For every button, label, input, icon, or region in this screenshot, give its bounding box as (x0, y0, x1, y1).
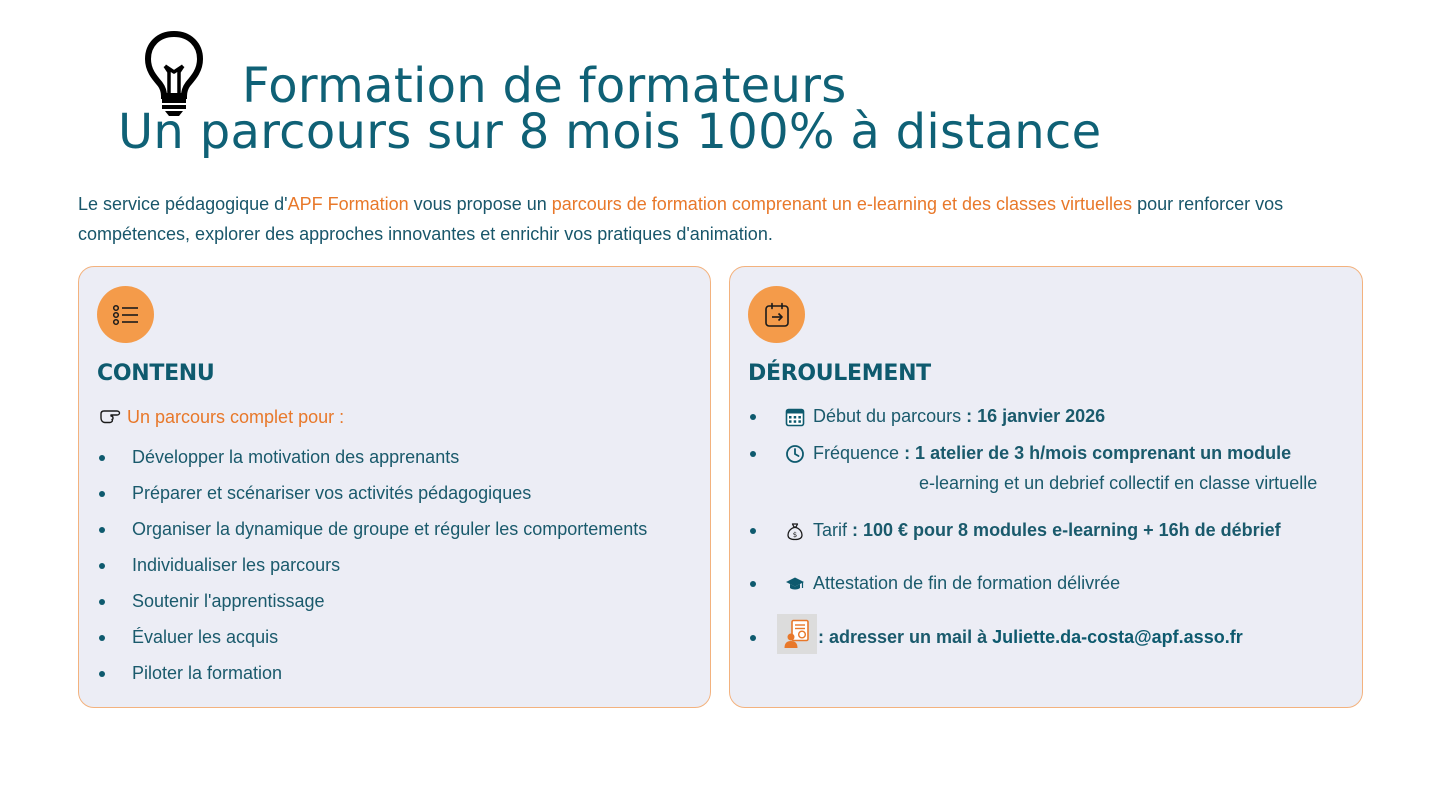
contenu-card: CONTENU Un parcours complet pour : Développer la motivation des apprenants Préparer et scénariser vos activités pédagogiques Organiser la dynamique de groupe et réguler les comportements Individualiser les parcours Soutenir l'apprentissage Évaluer les acquis Piloter la formation (78, 266, 711, 708)
frequence-value: : 1 atelier de 3 h/mois comprenant un module (899, 443, 1292, 463)
intro-text-3: pour renforcer vos compétences, explorer des approches innovantes et enrichir vos pratiques d'animation. (78, 194, 1284, 244)
list-icon (97, 286, 154, 343)
svg-text:$: $ (792, 531, 798, 539)
brand-name: APF Formation (287, 194, 409, 214)
page-subtitle: Un parcours sur 8 mois 100% à distance (118, 104, 1102, 160)
intro-text-1: Le service pédagogique d' (78, 194, 288, 214)
pointing-hand-icon (99, 405, 121, 430)
tarif-label: Tarif (813, 520, 848, 540)
attestation-text: Attestation de fin de formation délivrée (813, 573, 1121, 593)
debut-label: Début du parcours (813, 406, 962, 426)
calendar-arrow-icon (748, 286, 805, 343)
page-title: Formation de formateurs (242, 58, 847, 114)
intro-paragraph (78, 189, 1378, 249)
calendar-icon (785, 407, 805, 427)
contact-prefix: : adresser un mail à (818, 627, 993, 647)
contenu-lead (99, 405, 344, 430)
intro-text-2: vous propose un (408, 194, 552, 214)
contact-email-link[interactable]: Juliette.da-costa@apf.asso.fr (992, 627, 1243, 647)
deroulement-title: DÉROULEMENT (748, 361, 931, 386)
tarif-value: : 100 € pour 8 modules e-learning + 16h de débrief (847, 520, 1281, 540)
deroulement-card (729, 266, 1363, 708)
contenu-lead-text: Un parcours complet pour : (127, 407, 345, 427)
intro-highlight: parcours de formation comprenant un e-learning et des classes virtuelles (551, 194, 1133, 214)
contact-form-icon (777, 614, 817, 654)
frequence-continuation: e-learning et un debrief collectif en classe virtuelle (919, 473, 1318, 493)
frequence-label: Fréquence (813, 443, 900, 463)
clock-icon (785, 444, 805, 464)
money-bag-icon (785, 521, 805, 541)
debut-value: : 16 janvier 2026 (961, 406, 1106, 426)
contenu-title: CONTENU (97, 361, 215, 386)
graduation-cap-icon (785, 574, 805, 594)
